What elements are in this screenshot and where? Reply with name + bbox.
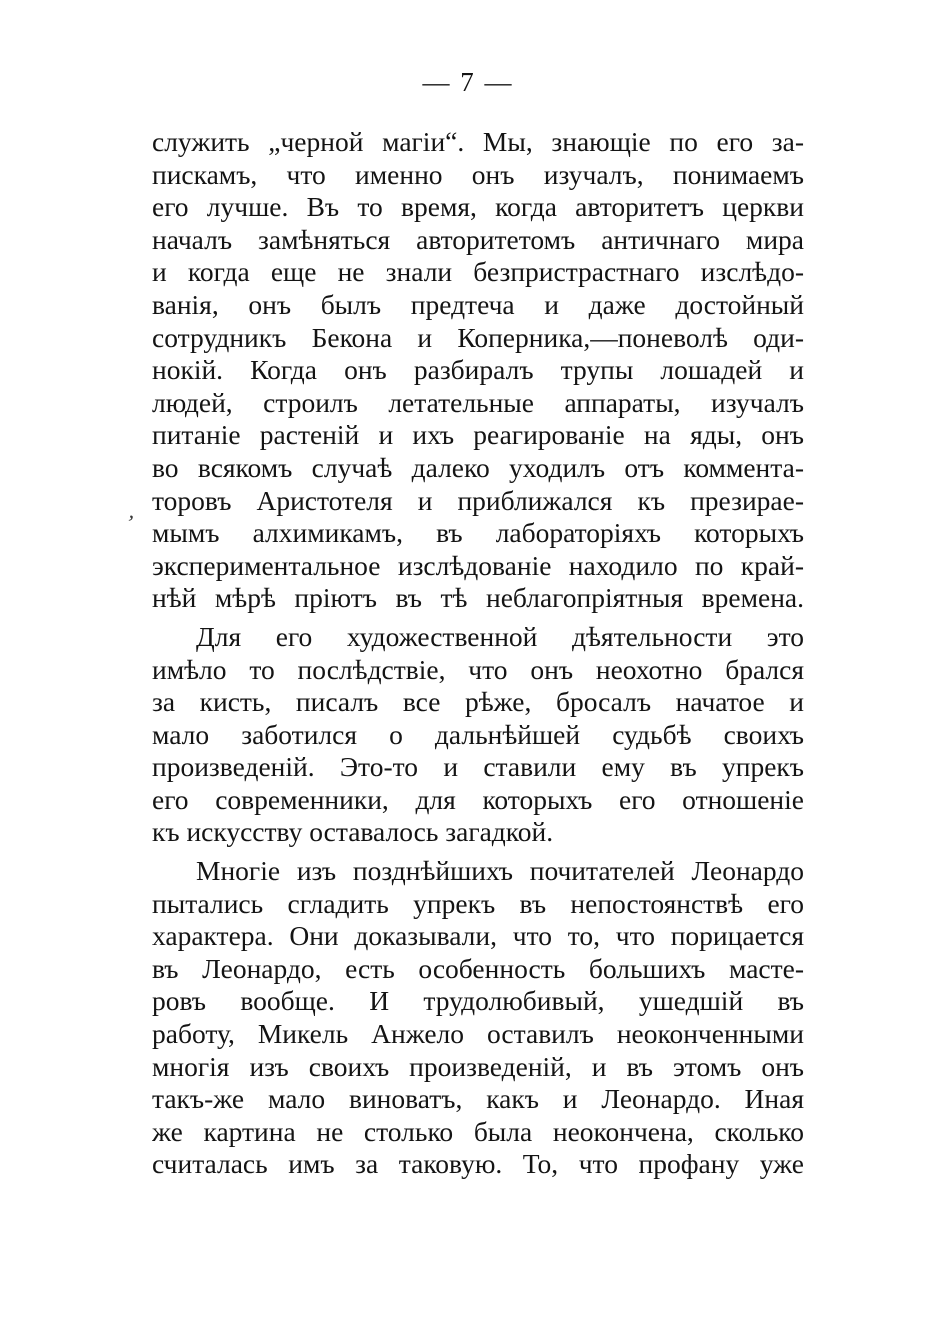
text-line: нѣй мѣрѣ пріютъ въ тѣ неблагопріятныя времена. (152, 582, 804, 614)
text-line: характера. Они доказывали, что то, что порицается (152, 920, 804, 952)
text-line: началъ замѣняться авторитетомъ античнаго мира (152, 223, 804, 255)
text-line: пискамъ, что именно онъ изучалъ, понимаемъ (152, 158, 804, 190)
text-line: въ Леонардо, есть особенность большихъ масте- (152, 952, 804, 984)
text-line: нокій. Когда онъ разбиралъ трупы лошадей и (152, 354, 804, 386)
text-line: мало заботился о дальнѣйшей судьбѣ своихъ (152, 718, 804, 750)
text-line: и когда еще не знали безпристрастнаго изслѣдо- (152, 256, 804, 288)
paragraph (152, 621, 804, 849)
text-line: его современники, для которыхъ его отношеніе (152, 783, 804, 815)
text-line: его лучше. Въ то время, когда авторитетъ церкви (152, 191, 804, 223)
body-text (152, 126, 804, 1181)
text-line: ванія, онъ былъ предтеча и даже достойный (152, 288, 804, 320)
text-line: же картина не столько была неокончена, сколько (152, 1115, 804, 1147)
text-line: экспериментальное изслѣдованіе находило по край- (152, 549, 804, 581)
text-line: питаніе растеній и ихъ реагированіе на яды, онъ (152, 419, 804, 451)
text-line: пытались сгладить упрекъ въ непостоянствѣ его (152, 887, 804, 919)
page-number: — 7 — (422, 67, 514, 97)
text-line: работу, Микель Анжело оставилъ неоконченными (152, 1018, 804, 1050)
text-line: произведеній. Это-то и ставили ему въ упрекъ (152, 751, 804, 783)
text-line: сотрудникъ Бекона и Коперника,—поневолѣ оди- (152, 321, 804, 353)
text-line: торовъ Аристотеля и приближался къ презирае- (152, 484, 804, 516)
text-line: считалась имъ за таковую. То, что профану уже (152, 1148, 804, 1180)
text-line: такъ-же мало виноватъ, какъ и Леонардо. Иная (152, 1083, 804, 1115)
paragraph (152, 126, 804, 615)
margin-mark: , (127, 497, 139, 524)
text-line: за кисть, писалъ все рѣже, бросалъ начатое и (152, 686, 804, 718)
text-line: имѣло то послѣдствіе, что онъ неохотно брался (152, 653, 804, 685)
text-line: во всякомъ случаѣ далеко уходилъ отъ коммента- (152, 451, 804, 483)
text-line: мымъ алхимикамъ, въ лабораторіяхъ которыхъ (152, 517, 804, 549)
paragraph (152, 855, 804, 1181)
text-line: многія изъ своихъ произведеній, и въ этомъ онъ (152, 1050, 804, 1082)
text-line: служить „черной магіи“. Мы, знающіе по его за- (152, 126, 804, 157)
text-line: ровъ вообще. И трудолюбивый, ушедшій въ (152, 985, 804, 1017)
text-line: Для его художественной дѣятельности это (196, 620, 804, 652)
text-line: къ искусству оставалось загадкой. (152, 816, 554, 848)
text-line: людей, строилъ летательные аппараты, изучалъ (152, 386, 804, 418)
text-line: Многіе изъ позднѣйшихъ почитателей Леонардо (196, 855, 804, 887)
